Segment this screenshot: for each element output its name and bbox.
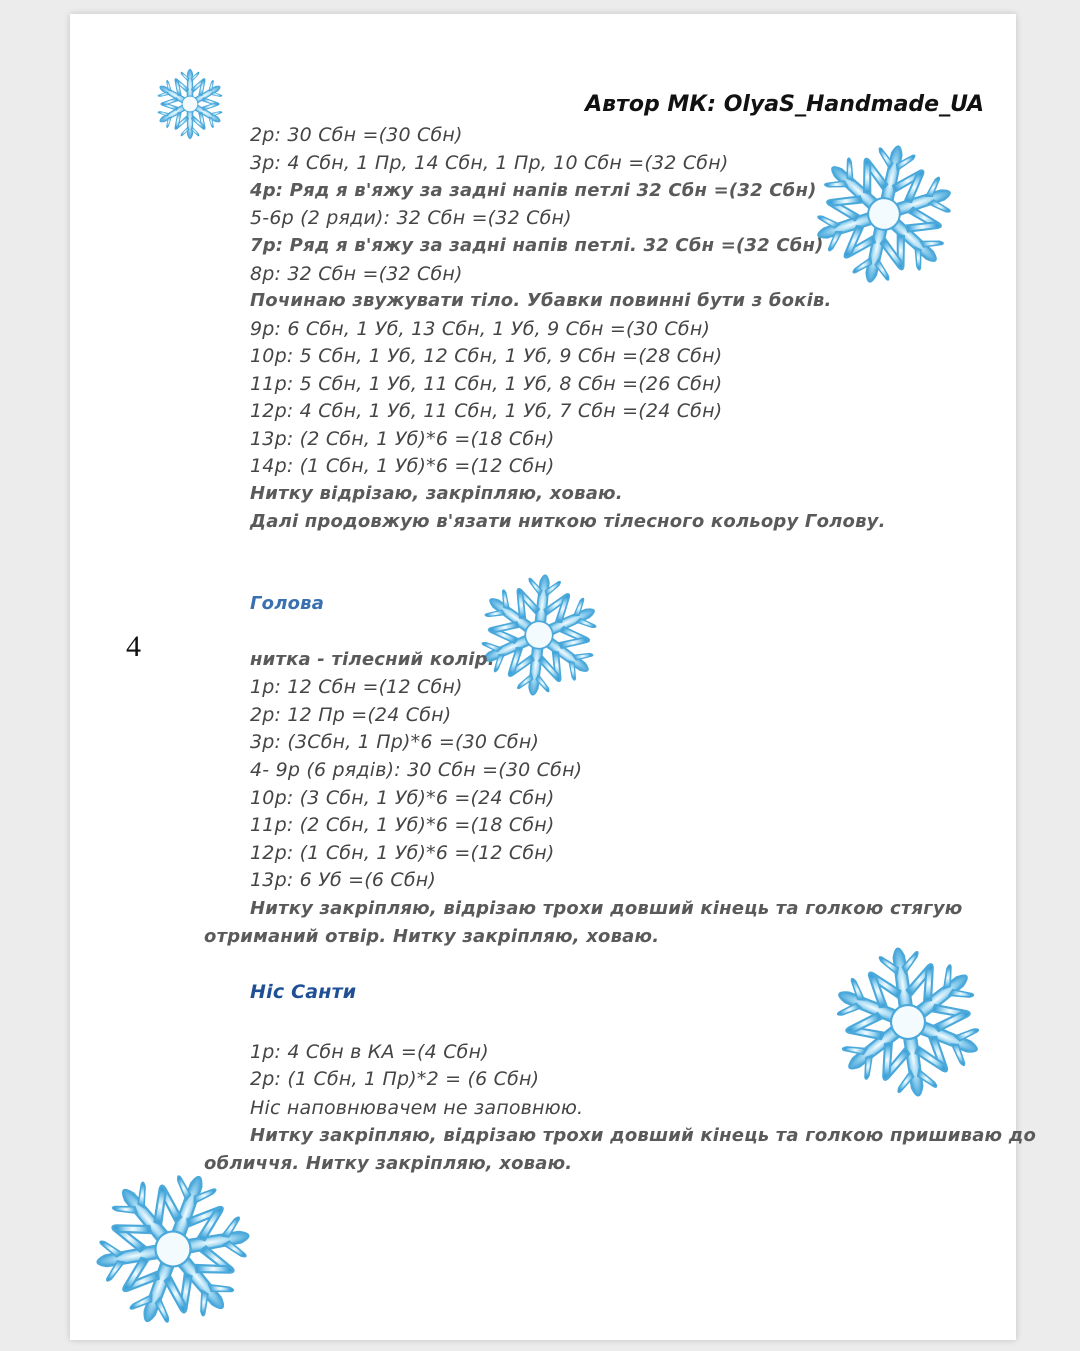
pattern-row: 2р: 12 Пр =(24 Сбн) [250, 704, 452, 726]
pattern-row: 5-6р (2 ряди): 32 Сбн =(32 Сбн) [250, 207, 572, 229]
pattern-row: 3р: (3Сбн, 1 Пр)*6 =(30 Сбн) [250, 731, 540, 753]
section-title-nose: Ніс Санти [250, 981, 357, 1003]
pattern-row: 12р: (1 Сбн, 1 Уб)*6 =(12 Сбн) [250, 842, 555, 864]
snowflake-icon [80, 1156, 266, 1342]
yarn-note: нитка - тілесний колір. [250, 649, 495, 670]
pattern-row: 12р: 4 Сбн, 1 Уб, 11 Сбн, 1 Уб, 7 Сбн =(24 Сбн) [250, 400, 723, 422]
snowflake-icon [818, 932, 998, 1112]
author-credit: Автор МК: OlyaS_Handmade_UA [585, 92, 984, 117]
pattern-row: 4- 9р (6 рядів): 30 Сбн =(30 Сбн) [250, 759, 583, 781]
instruction-note: Починаю звужувати тіло. Убавки повинні бути з боків. [250, 290, 832, 311]
pattern-row: 9р: 6 Сбн, 1 Уб, 13 Сбн, 1 Уб, 9 Сбн =(30 Сбн) [250, 318, 711, 340]
page-number: 4 [126, 630, 141, 663]
pattern-row: 1р: 12 Сбн =(12 Сбн) [250, 676, 463, 698]
pattern-row: 2р: (1 Сбн, 1 Пр)*2 = (6 Сбн) [250, 1068, 540, 1090]
pattern-row: 10р: (3 Сбн, 1 Уб)*6 =(24 Сбн) [250, 787, 555, 809]
snowflake-icon [466, 562, 612, 708]
pattern-row: 7р: Ряд я в'яжу за задні напів петлі. 32 Сбн =(32 Сбн) [250, 235, 824, 256]
instruction-note: Ніс наповнювачем не заповнюю. [250, 1097, 584, 1119]
pattern-row: 3р: 4 Сбн, 1 Пр, 14 Сбн, 1 Пр, 10 Сбн =(32 Сбн) [250, 152, 729, 174]
pattern-row: 13р: (2 Сбн, 1 Уб)*6 =(18 Сбн) [250, 428, 555, 450]
pattern-row: 11р: (2 Сбн, 1 Уб)*6 =(18 Сбн) [250, 814, 555, 836]
pattern-row: 10р: 5 Сбн, 1 Уб, 12 Сбн, 1 Уб, 9 Сбн =(28 Сбн) [250, 345, 723, 367]
pattern-row: 13р: 6 Уб =(6 Сбн) [250, 869, 437, 891]
instruction-note: Нитку відрізаю, закріпляю, ховаю. [250, 483, 623, 504]
pattern-row: 2р: 30 Сбн =(30 Сбн) [250, 124, 463, 146]
snowflake-icon [800, 130, 968, 298]
instruction-note: Нитку закріпляю, відрізаю трохи довший кінець та голкою пришиваю до [250, 1125, 1037, 1146]
pattern-row: 14р: (1 Сбн, 1 Уб)*6 =(12 Сбн) [250, 455, 555, 477]
instruction-note: обличчя. Нитку закріпляю, ховаю. [204, 1153, 573, 1174]
pattern-row: 8р: 32 Сбн =(32 Сбн) [250, 263, 463, 285]
pattern-row: 11р: 5 Сбн, 1 Уб, 11 Сбн, 1 Уб, 8 Сбн =(26 Сбн) [250, 373, 723, 395]
instruction-note: Далі продовжую в'язати ниткою тілесного кольору Голову. [250, 511, 886, 532]
pattern-row: 4р: Ряд я в'яжу за задні напів петлі 32 Сбн =(32 Сбн) [250, 180, 817, 201]
section-title-head: Голова [250, 593, 325, 614]
instruction-note: Нитку закріпляю, відрізаю трохи довший кінець та голкою стягую [250, 898, 963, 919]
pattern-row: 1р: 4 Сбн в КА =(4 Сбн) [250, 1041, 489, 1063]
snowflake-icon [148, 62, 232, 146]
instruction-note: отриманий отвір. Нитку закріпляю, ховаю. [204, 926, 660, 947]
